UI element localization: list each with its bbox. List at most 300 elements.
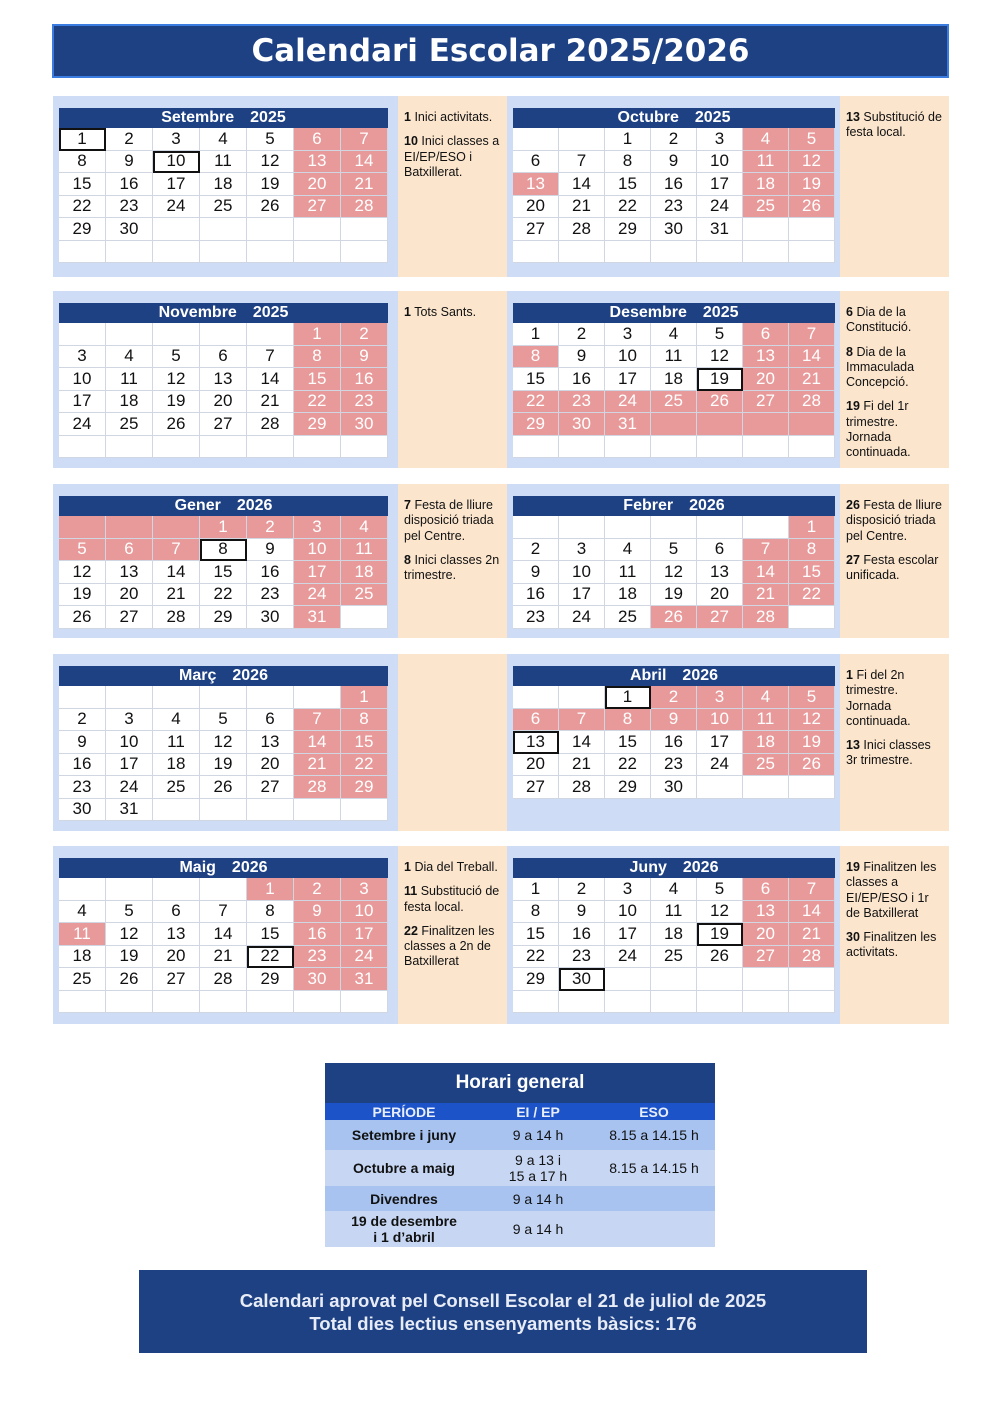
- day-cell: 23: [106, 196, 153, 219]
- day-cell: 20: [200, 391, 247, 414]
- day-cell: 5: [200, 709, 247, 732]
- holiday-day-cell: 7: [743, 539, 789, 562]
- holiday-day-cell: 25: [743, 754, 789, 777]
- empty-day-cell: [341, 799, 388, 822]
- day-cell: 28: [559, 218, 605, 241]
- day-cell: 26: [59, 606, 106, 629]
- month-name: Maig: [179, 859, 216, 876]
- day-cell: 25: [200, 196, 247, 219]
- holiday-day-cell: 25: [651, 391, 697, 414]
- day-cell: 29: [605, 218, 651, 241]
- day-cell: 11: [200, 151, 247, 174]
- day-cell: 3: [559, 539, 605, 562]
- note-text: Fi del 2n trimestre. Jornada continuada.: [846, 668, 911, 728]
- day-cell: 17: [106, 754, 153, 777]
- calendar-panel-right: [507, 654, 840, 831]
- horari-eso: [593, 1211, 715, 1247]
- day-cell: 11: [153, 731, 200, 754]
- horari-period: Divendres: [370, 1190, 438, 1207]
- holiday-day-cell: 28: [294, 776, 341, 799]
- day-cell: 9: [559, 346, 605, 369]
- note-item: [846, 738, 945, 769]
- holiday-day-cell: 2: [651, 686, 697, 709]
- empty-day-cell: [247, 436, 294, 459]
- holiday-day-cell: 11: [341, 539, 388, 562]
- holiday-day-cell: 14: [743, 561, 789, 584]
- holiday-day-cell: 12: [789, 709, 835, 732]
- day-cell: 23: [59, 776, 106, 799]
- day-cell: 16: [651, 173, 697, 196]
- holiday-day-cell: 1: [200, 516, 247, 539]
- month-year: 2026: [232, 667, 268, 684]
- notes-left: [398, 654, 507, 831]
- note-day: 13: [846, 110, 860, 124]
- empty-day-cell: [559, 128, 605, 151]
- note-text: Festa escolar unificada.: [846, 552, 939, 583]
- note-text: Substitució de festa local.: [846, 110, 942, 140]
- holiday-day-cell: 4: [341, 516, 388, 539]
- note-item: [846, 345, 945, 391]
- day-cell: 17: [605, 923, 651, 946]
- marked-day-cell: 10: [153, 151, 200, 174]
- day-cell: 8: [513, 901, 559, 924]
- month-year: 2025: [252, 304, 289, 321]
- day-grid: [59, 878, 388, 1013]
- day-cell: 20: [106, 584, 153, 607]
- empty-day-cell: [651, 436, 697, 459]
- empty-day-cell: [153, 991, 200, 1014]
- day-cell: 28: [153, 606, 200, 629]
- marked-day-cell: 13: [513, 731, 559, 754]
- empty-day-cell: [513, 436, 559, 459]
- day-cell: 7: [247, 346, 294, 369]
- day-cell: 19: [247, 173, 294, 196]
- day-cell: 29: [513, 968, 559, 991]
- holiday-day-cell: 7: [789, 878, 835, 901]
- empty-day-cell: [743, 218, 789, 241]
- day-cell: 15: [513, 923, 559, 946]
- day-cell: 21: [247, 391, 294, 414]
- month-header: [513, 858, 835, 878]
- day-grid: [59, 323, 388, 458]
- holiday-day-cell: 15: [789, 561, 835, 584]
- day-cell: 13: [697, 561, 743, 584]
- empty-day-cell: [200, 436, 247, 459]
- note-day: 10: [404, 134, 418, 149]
- day-cell: 10: [59, 368, 106, 391]
- note-item: [404, 134, 503, 180]
- month-header: [513, 303, 835, 323]
- note-day: 6: [846, 305, 853, 319]
- month-header: [513, 666, 835, 686]
- day-cell: 28: [247, 413, 294, 436]
- holiday-day-cell: 18: [341, 561, 388, 584]
- day-cell: 18: [106, 391, 153, 414]
- day-cell: 12: [200, 731, 247, 754]
- day-cell: 18: [153, 754, 200, 777]
- calendar-febrer: [513, 496, 835, 629]
- holiday-day-cell: 14: [341, 151, 388, 174]
- day-cell: 23: [651, 196, 697, 219]
- day-cell: 13: [200, 368, 247, 391]
- day-cell: 30: [651, 218, 697, 241]
- holiday-day-cell: 3: [697, 686, 743, 709]
- holiday-day-cell: 28: [341, 196, 388, 219]
- note-text: Festa de lliure disposició triada pel Centre.: [404, 498, 494, 543]
- marked-day-cell: 30: [559, 968, 605, 991]
- empty-day-cell: [341, 241, 388, 264]
- day-cell: 29: [200, 606, 247, 629]
- day-cell: 19: [651, 584, 697, 607]
- day-cell: 16: [559, 923, 605, 946]
- month-name: Novembre: [158, 304, 237, 321]
- empty-day-cell: [247, 323, 294, 346]
- footer-approval: Calendari aprovat pel Consell Escolar el 21 de juliol de 2025: [239, 1289, 767, 1311]
- note-day: 22: [404, 923, 418, 938]
- holiday-day-cell: 8: [605, 709, 651, 732]
- day-cell: 29: [605, 776, 651, 799]
- holiday-day-cell: 21: [743, 584, 789, 607]
- day-cell: 10: [697, 151, 743, 174]
- holiday-day-cell: 27: [743, 391, 789, 414]
- day-cell: 2: [513, 539, 559, 562]
- empty-day-cell: [247, 686, 294, 709]
- day-cell: 24: [153, 196, 200, 219]
- day-cell: 30: [651, 776, 697, 799]
- holiday-day-cell: 1: [789, 516, 835, 539]
- holiday-day-cell: 9: [341, 346, 388, 369]
- note-text: Inici classes a EI/EP/ESO i Batxillerat.: [404, 134, 500, 179]
- day-grid: [513, 686, 835, 799]
- horari-body: [325, 1120, 715, 1247]
- empty-day-cell: [106, 323, 153, 346]
- day-cell: 3: [153, 128, 200, 151]
- empty-day-cell: [341, 991, 388, 1014]
- notes-right: [840, 291, 949, 468]
- day-cell: 27: [200, 413, 247, 436]
- day-cell: 9: [513, 561, 559, 584]
- note-item: [404, 860, 503, 875]
- note-item: [404, 884, 503, 915]
- day-cell: 23: [651, 754, 697, 777]
- holiday-day-cell: 31: [605, 413, 651, 436]
- holiday-day-cell: 6: [513, 709, 559, 732]
- holiday-day-cell: 7: [341, 128, 388, 151]
- note-day: 27: [846, 552, 860, 567]
- holiday-day-cell: 15: [341, 731, 388, 754]
- holiday-day-cell: 5: [789, 128, 835, 151]
- day-cell: 26: [153, 413, 200, 436]
- day-cell: 4: [651, 323, 697, 346]
- empty-day-cell: [697, 968, 743, 991]
- holiday-day-cell: 30: [559, 413, 605, 436]
- horari-eso: 8.15 a 14.15 h: [609, 1160, 699, 1176]
- day-cell: 19: [59, 584, 106, 607]
- day-cell: 26: [697, 946, 743, 969]
- holiday-day-cell: 26: [789, 754, 835, 777]
- marked-day-cell: 22: [247, 946, 294, 969]
- day-cell: 17: [697, 173, 743, 196]
- empty-day-cell: [651, 968, 697, 991]
- holiday-day-cell: 22: [294, 391, 341, 414]
- empty-day-cell: [294, 686, 341, 709]
- empty-day-cell: [200, 799, 247, 822]
- horari-eso: 8.15 a 14.15 h: [609, 1127, 699, 1143]
- empty-day-cell: [697, 436, 743, 459]
- day-cell: 4: [106, 346, 153, 369]
- day-cell: 29: [59, 218, 106, 241]
- empty-day-cell: [247, 799, 294, 822]
- empty-day-cell: [200, 878, 247, 901]
- day-cell: 5: [106, 901, 153, 924]
- note-item: [404, 553, 503, 584]
- holiday-day-cell: 24: [294, 584, 341, 607]
- holiday-day-cell: 21: [341, 173, 388, 196]
- note-item: [846, 110, 945, 141]
- calendar-panel-right: [507, 96, 840, 277]
- horari-period: Setembre i juny: [351, 1127, 457, 1143]
- day-cell: 1: [605, 128, 651, 151]
- day-cell: 25: [59, 968, 106, 991]
- holiday-day-cell: 17: [341, 923, 388, 946]
- footer-total-days: Total dies lectius ensenyaments bàsics: 176: [309, 1312, 697, 1334]
- day-cell: 21: [153, 584, 200, 607]
- calendar-panel-left: [53, 96, 398, 277]
- empty-day-cell: [341, 436, 388, 459]
- calendar-maig: [59, 858, 388, 1013]
- empty-day-cell: [200, 241, 247, 264]
- holiday-day-cell: 10: [341, 901, 388, 924]
- calendar-novembre: [59, 303, 388, 458]
- day-cell: 20: [513, 196, 559, 219]
- day-cell: 12: [247, 151, 294, 174]
- horari-eiep: 9 a 14 h: [512, 1221, 564, 1237]
- note-text: Inici classes 2n trimestre.: [404, 552, 500, 583]
- holiday-day-cell: 4: [743, 128, 789, 151]
- day-cell: 25: [651, 946, 697, 969]
- note-day: 8: [846, 344, 853, 359]
- day-cell: 15: [59, 173, 106, 196]
- day-cell: 14: [247, 368, 294, 391]
- empty-day-cell: [513, 128, 559, 151]
- empty-day-cell: [697, 413, 743, 436]
- note-text: Inici classes 3r trimestre.: [846, 738, 931, 768]
- holiday-day-cell: 6: [743, 323, 789, 346]
- day-cell: 25: [106, 413, 153, 436]
- day-cell: 16: [651, 731, 697, 754]
- month-name: Setembre: [161, 109, 235, 126]
- day-cell: 21: [559, 754, 605, 777]
- empty-day-cell: [789, 776, 835, 799]
- day-cell: 15: [200, 561, 247, 584]
- day-cell: 6: [513, 151, 559, 174]
- empty-day-cell: [59, 436, 106, 459]
- holiday-day-cell: 28: [743, 606, 789, 629]
- holiday-day-cell: 28: [789, 946, 835, 969]
- holiday-day-cell: 2: [247, 516, 294, 539]
- holiday-day-cell: 20: [743, 368, 789, 391]
- holiday-day-cell: 25: [743, 196, 789, 219]
- empty-day-cell: [200, 686, 247, 709]
- day-cell: 27: [106, 606, 153, 629]
- empty-day-cell: [743, 776, 789, 799]
- empty-day-cell: [59, 686, 106, 709]
- day-cell: 20: [513, 754, 559, 777]
- month-year: 2026: [689, 497, 725, 514]
- holiday-day-cell: 12: [789, 151, 835, 174]
- empty-day-cell: [789, 968, 835, 991]
- day-cell: 18: [200, 173, 247, 196]
- day-cell: 5: [651, 539, 697, 562]
- day-cell: 12: [651, 561, 697, 584]
- note-text: Dia de la Constitució.: [846, 305, 912, 335]
- note-text: Finalitzen les classes a EI/EP/ESO i 1r de Batxillerat: [846, 860, 937, 920]
- empty-day-cell: [200, 991, 247, 1014]
- month-year: 2026: [682, 667, 719, 684]
- note-item: [404, 498, 503, 544]
- calendar-panel-left: [53, 846, 398, 1024]
- day-cell: 3: [605, 323, 651, 346]
- day-cell: 16: [59, 754, 106, 777]
- day-cell: 14: [200, 923, 247, 946]
- holiday-day-cell: 28: [789, 391, 835, 414]
- empty-day-cell: [247, 241, 294, 264]
- holiday-day-cell: 13: [513, 173, 559, 196]
- day-cell: 23: [247, 584, 294, 607]
- calendar-panel-right: [507, 846, 840, 1024]
- day-cell: 30: [59, 799, 106, 822]
- holiday-day-cell: 24: [341, 946, 388, 969]
- horari-row: [325, 1120, 715, 1150]
- calendar-desembre: [513, 303, 835, 458]
- empty-day-cell: [559, 241, 605, 264]
- note-day: 1: [404, 110, 411, 124]
- note-text: Festa de lliure disposició triada pel Centre.: [846, 498, 942, 543]
- day-cell: 21: [559, 196, 605, 219]
- note-text: Finalitzen les activitats.: [846, 930, 937, 960]
- day-cell: 5: [697, 878, 743, 901]
- day-cell: 6: [153, 901, 200, 924]
- empty-day-cell: [294, 241, 341, 264]
- day-cell: 24: [605, 946, 651, 969]
- marked-day-cell: 1: [59, 128, 106, 151]
- day-cell: 26: [247, 196, 294, 219]
- holiday-day-cell: 14: [294, 731, 341, 754]
- day-cell: 2: [59, 709, 106, 732]
- calendar-gener: [59, 496, 388, 629]
- holiday-day-cell: 6: [743, 878, 789, 901]
- day-cell: 20: [247, 754, 294, 777]
- note-day: 1: [404, 305, 411, 319]
- calendar-panel-right: [507, 291, 840, 468]
- empty-day-cell: [559, 686, 605, 709]
- holiday-day-cell: 17: [294, 561, 341, 584]
- note-day: 1: [404, 860, 411, 874]
- day-cell: 27: [513, 218, 559, 241]
- holiday-day-cell: 11: [743, 151, 789, 174]
- empty-day-cell: [743, 413, 789, 436]
- horari-col-eso: ESO: [639, 1103, 669, 1120]
- day-cell: 6: [247, 709, 294, 732]
- day-cell: 15: [247, 923, 294, 946]
- holiday-day-cell: 10: [294, 539, 341, 562]
- day-grid: [513, 516, 835, 629]
- holiday-day-cell: 16: [341, 368, 388, 391]
- day-cell: 19: [200, 754, 247, 777]
- empty-day-cell: [697, 516, 743, 539]
- note-item: [846, 668, 945, 729]
- note-day: 7: [404, 498, 411, 512]
- day-cell: 12: [106, 923, 153, 946]
- empty-day-cell: [697, 991, 743, 1014]
- empty-day-cell: [651, 413, 697, 436]
- day-cell: 15: [605, 731, 651, 754]
- day-cell: 17: [697, 731, 743, 754]
- calendar-panel-right: [507, 484, 840, 638]
- day-cell: 7: [200, 901, 247, 924]
- day-cell: 23: [559, 946, 605, 969]
- note-text: Dia de la Immaculada Concepció.: [846, 344, 915, 390]
- note-text: Inici activitats.: [414, 110, 493, 124]
- month-header: [59, 666, 388, 686]
- empty-day-cell: [697, 776, 743, 799]
- day-cell: 17: [559, 584, 605, 607]
- holiday-day-cell: 8: [294, 346, 341, 369]
- calendar-row: [53, 484, 949, 638]
- note-item: [404, 305, 503, 320]
- horari-table: [325, 1063, 715, 1247]
- holiday-day-cell: 2: [341, 323, 388, 346]
- notes-left: [398, 291, 507, 468]
- holiday-day-cell: 21: [789, 923, 835, 946]
- day-cell: 22: [605, 196, 651, 219]
- month-header: [513, 108, 835, 128]
- day-cell: 13: [247, 731, 294, 754]
- holiday-day-cell: 24: [605, 391, 651, 414]
- holiday-day-cell: 5: [789, 686, 835, 709]
- holiday-day-cell: 4: [743, 686, 789, 709]
- month-year: 2025: [694, 109, 731, 126]
- day-cell: 31: [106, 799, 153, 822]
- note-item: [404, 924, 503, 970]
- empty-day-cell: [559, 436, 605, 459]
- holiday-day-cell: 7: [294, 709, 341, 732]
- note-item: [846, 305, 945, 336]
- holiday-day-cell: 29: [513, 413, 559, 436]
- empty-day-cell: [789, 991, 835, 1014]
- day-cell: 2: [106, 128, 153, 151]
- day-cell: 5: [247, 128, 294, 151]
- holiday-day-cell: 3: [341, 878, 388, 901]
- day-cell: 9: [59, 731, 106, 754]
- empty-day-cell: [200, 323, 247, 346]
- holiday-day-cell: 7: [559, 709, 605, 732]
- day-cell: 4: [200, 128, 247, 151]
- day-cell: 4: [153, 709, 200, 732]
- notes-right: [840, 846, 949, 1024]
- holiday-day-cell: 9: [294, 901, 341, 924]
- month-name: Octubre: [617, 109, 679, 126]
- empty-day-cell: [789, 436, 835, 459]
- holiday-day-cell: 8: [341, 709, 388, 732]
- marked-day-cell: 19: [697, 923, 743, 946]
- day-cell: 24: [559, 606, 605, 629]
- empty-day-cell: [153, 799, 200, 822]
- holiday-day-cell: 5: [59, 539, 106, 562]
- note-day: 1: [846, 668, 853, 682]
- day-cell: 23: [513, 606, 559, 629]
- month-header: [59, 108, 388, 128]
